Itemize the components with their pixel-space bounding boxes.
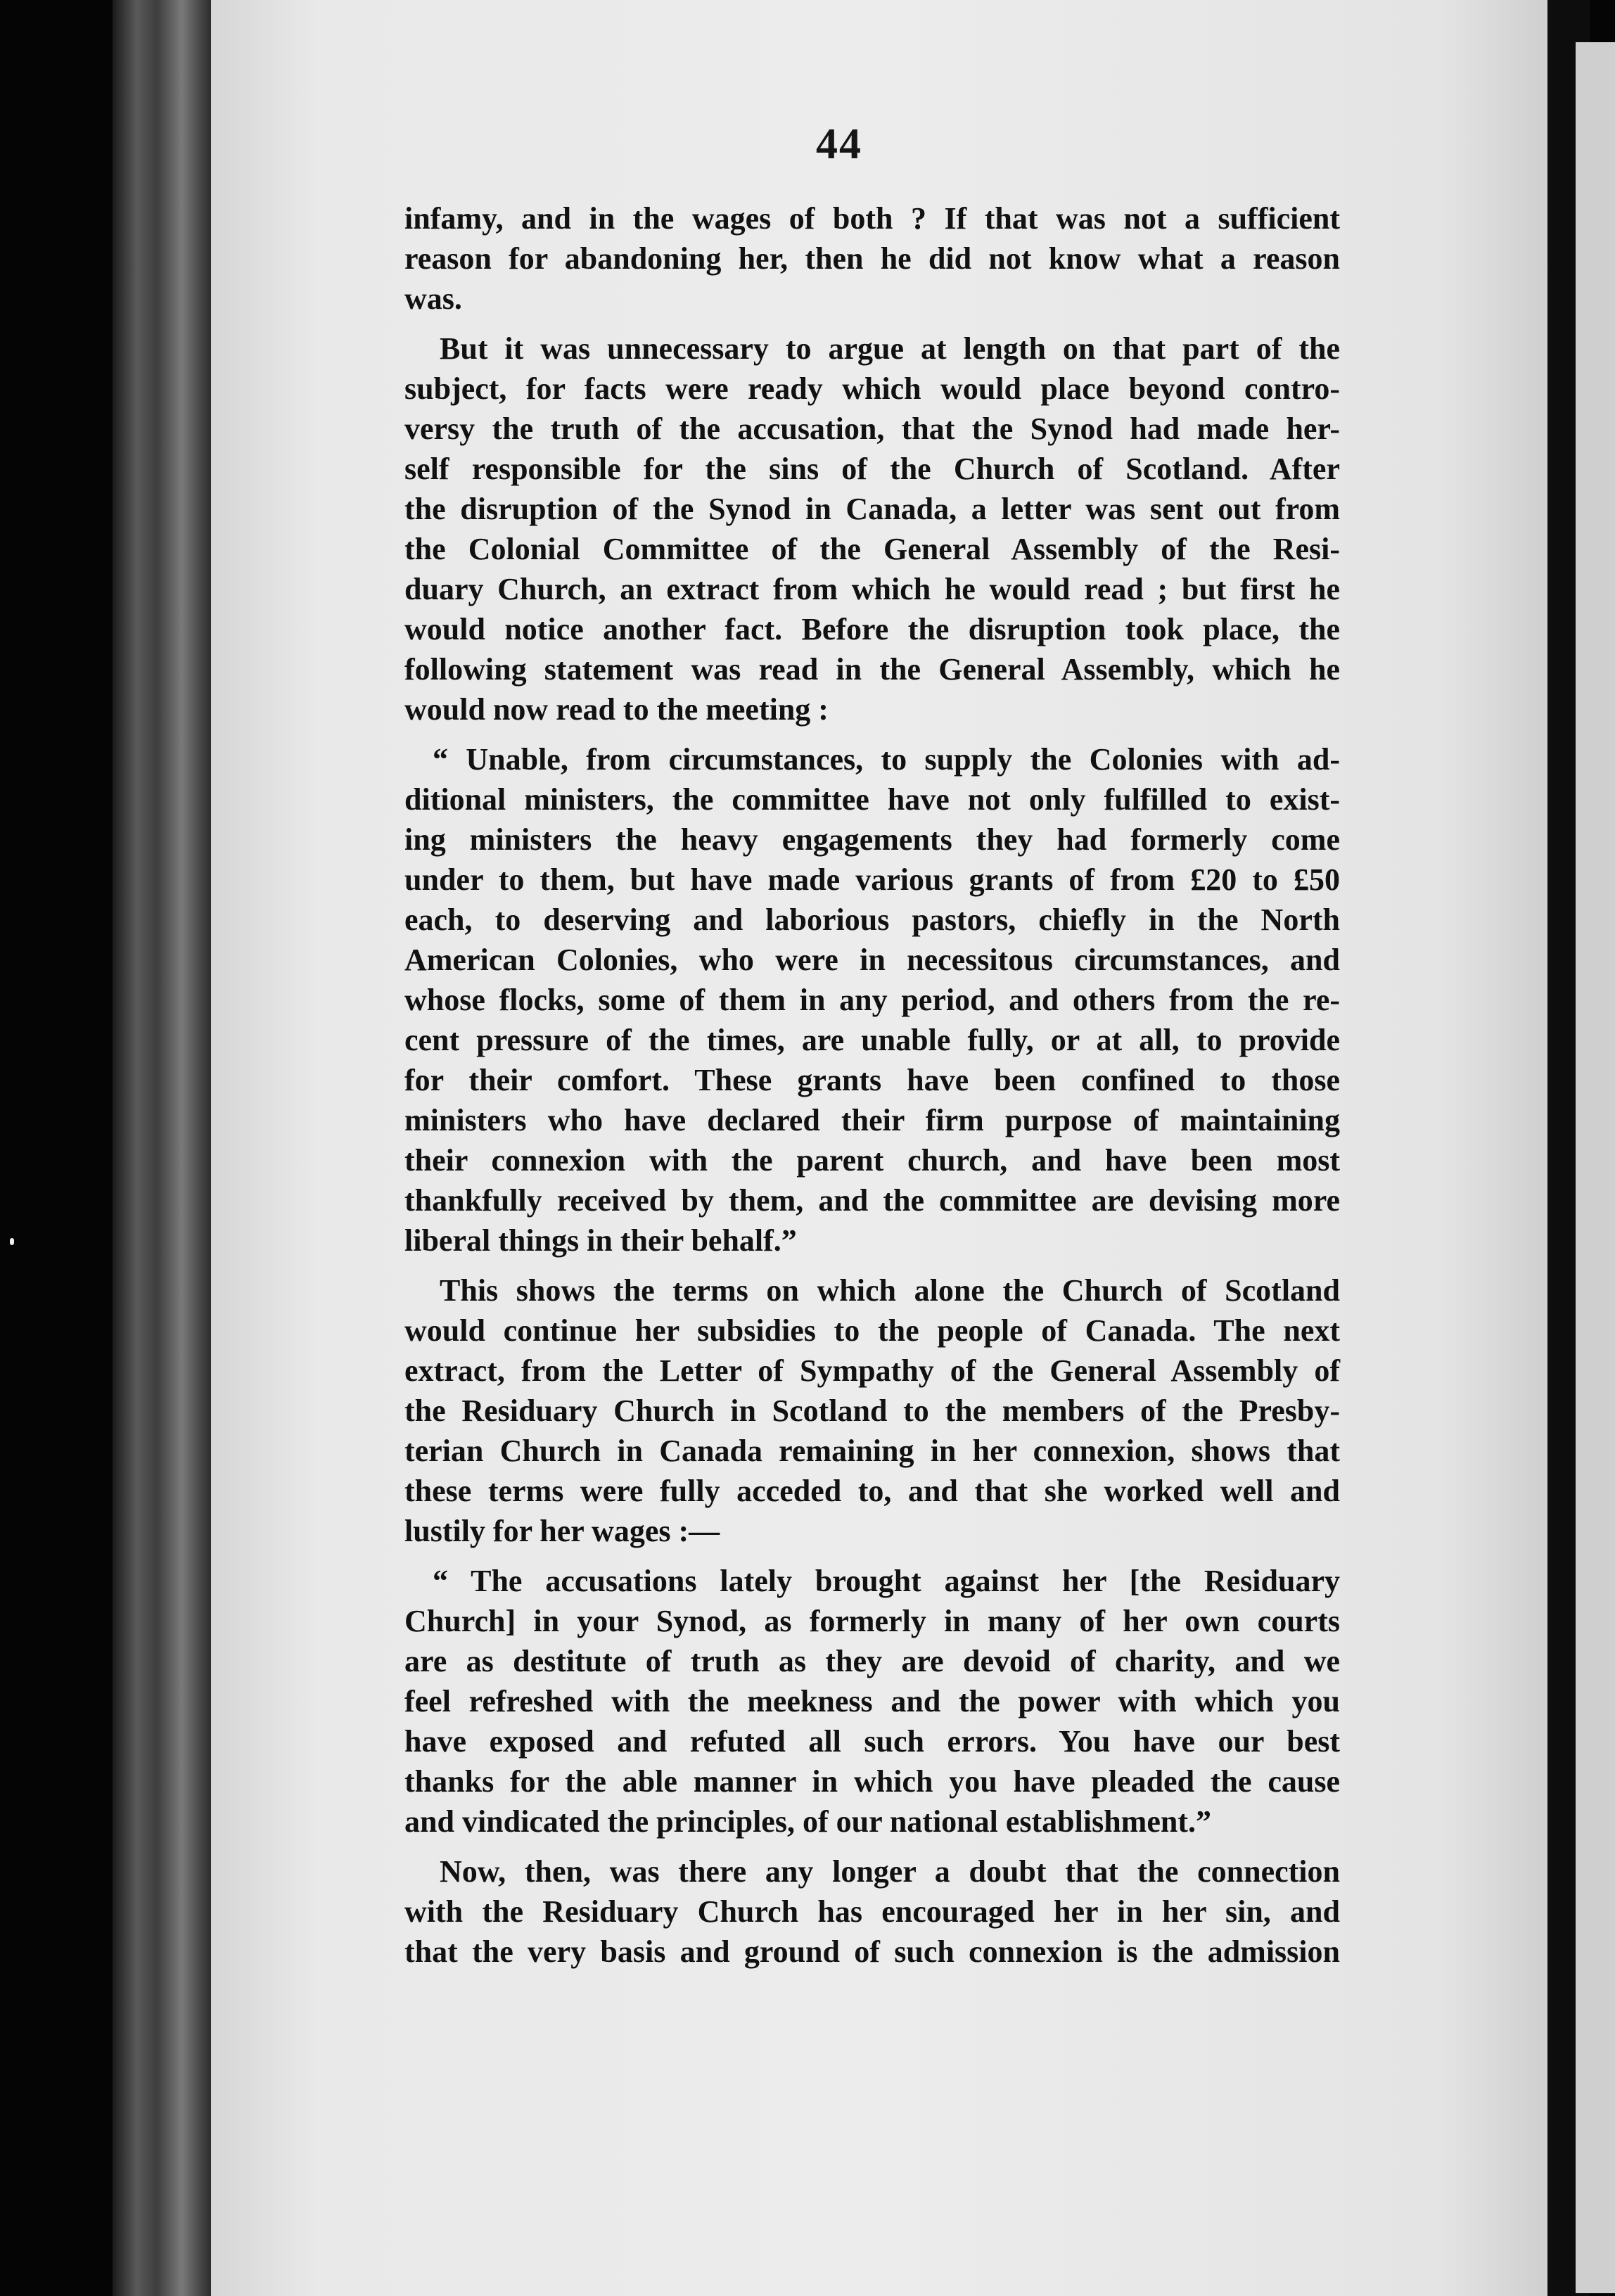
text-line: ministers who have declared their firm purpose of maintaining [404, 1103, 1340, 1137]
text-line: under to them, but have made various grants of from £20 to £50 [404, 862, 1340, 897]
page-number: 44 [816, 120, 862, 168]
text-line: thanks for the able manner in which you have pleaded the cause [404, 1764, 1340, 1799]
text-line: reason for abandoning her, then he did not know what a reason [404, 241, 1340, 276]
text-line: “ The accusations lately brought against her [the Residuary [433, 1564, 1340, 1598]
text-line: subject, for facts were ready which would place beyond contro- [404, 371, 1340, 406]
text-line: Church] in your Synod, as formerly in many of her own courts [404, 1604, 1340, 1638]
text-line: and vindicated the principles, of our national establishment.” [404, 1804, 1211, 1839]
text-line: would continue her subsidies to the people of Canada. The next [404, 1313, 1340, 1348]
paragraph-2 [404, 329, 1340, 729]
text-line: their connexion with the parent church, and have been most [404, 1143, 1340, 1178]
text-line: “ Unable, from circumstances, to supply the Colonies with ad- [433, 742, 1340, 777]
text-line: extract, from the Letter of Sympathy of the General Assembly of [404, 1353, 1340, 1388]
text-line: these terms were fully acceded to, and that she worked well and [404, 1474, 1340, 1508]
text-line: liberal things in their behalf.” [404, 1223, 797, 1258]
text-line: This shows the terms on which alone the Church of Scotland [440, 1273, 1340, 1308]
text-line: the Residuary Church in Scotland to the members of the Presby- [404, 1393, 1340, 1428]
text-line: American Colonies, who were in necessitous circumstances, and [404, 943, 1340, 977]
text-line: are as destitute of truth as they are devoid of charity, and we [404, 1644, 1340, 1678]
text-line: cent pressure of the times, are unable fully, or at all, to provide [404, 1023, 1340, 1057]
text-line: ing ministers the heavy engagements they had formerly come [404, 822, 1340, 857]
text-line: But it was unnecessary to argue at length on that part of the [440, 331, 1340, 366]
text-line: whose flocks, some of them in any period, and others from the re- [404, 983, 1340, 1017]
text-line: self responsible for the sins of the Church of Scotland. After [404, 452, 1340, 486]
quotation-1 [404, 739, 1340, 1261]
text-line: following statement was read in the General Assembly, which he [404, 652, 1340, 687]
text-line: the disruption of the Synod in Canada, a letter was sent out from [404, 492, 1340, 526]
text-line: was. [404, 281, 462, 316]
text-line: for their comfort. These grants have been confined to those [404, 1063, 1340, 1097]
text-line: infamy, and in the wages of both ? If that was not a sufficient [404, 201, 1340, 236]
text-line: each, to deserving and laborious pastors, chiefly in the North [404, 903, 1340, 937]
quotation-2 [404, 1561, 1340, 1842]
text-line: that the very basis and ground of such connexion is the admission [404, 1934, 1340, 1969]
book-binding-edge [113, 0, 211, 2296]
text-line: with the Residuary Church has encouraged her in her sin, and [404, 1894, 1340, 1929]
paragraph-4 [404, 1851, 1340, 1972]
text-line: feel refreshed with the meekness and the power with which you [404, 1684, 1340, 1718]
text-line: would notice another fact. Before the disruption took place, the [404, 612, 1340, 646]
text-line: lustily for her wages :— [404, 1514, 720, 1548]
body-text [404, 198, 1340, 1972]
text-line: the Colonial Committee of the General Assembly of the Resi- [404, 532, 1340, 566]
text-line: thankfully received by them, and the committee are devising more [404, 1183, 1340, 1218]
text-line: terian Church in Canada remaining in her connexion, shows that [404, 1434, 1340, 1468]
text-line: versy the truth of the accusation, that the Synod had made her- [404, 412, 1340, 446]
text-line: have exposed and refuted all such errors. You have our best [404, 1724, 1340, 1759]
paragraph-1 [404, 198, 1340, 319]
text-line: ditional ministers, the committee have not only fulfilled to exist- [404, 782, 1340, 817]
text-line: duary Church, an extract from which he would read ; but first he [404, 572, 1340, 606]
paragraph-3 [404, 1270, 1340, 1551]
text-line: would now read to the meeting : [404, 692, 829, 727]
scan-speck [10, 1238, 14, 1245]
text-line: Now, then, was there any longer a doubt that the connection [440, 1854, 1340, 1889]
facing-page-edge [1576, 42, 1615, 2293]
